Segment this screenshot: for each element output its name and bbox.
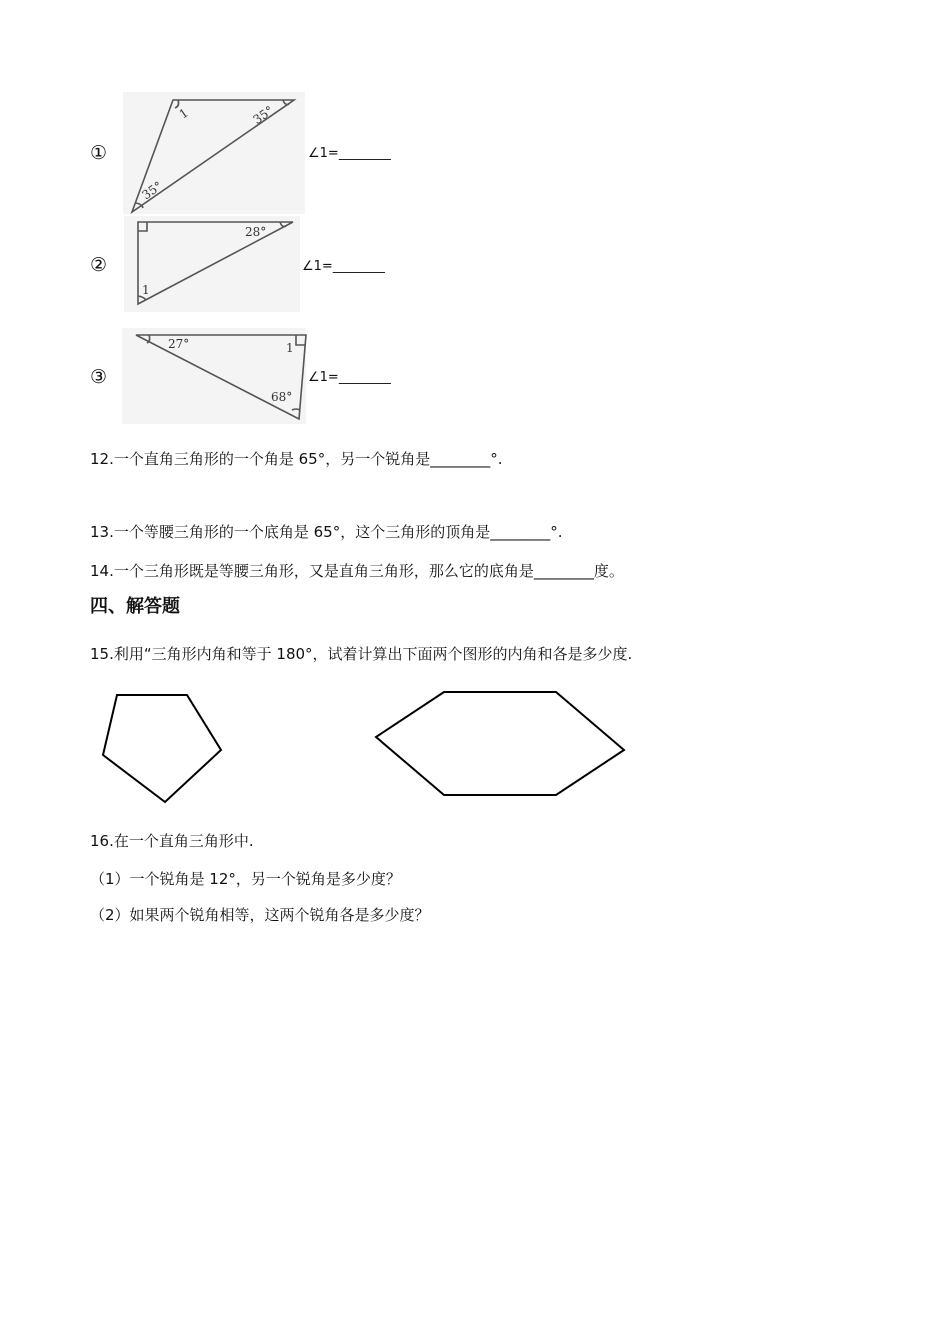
marker-3: ③ (90, 366, 108, 388)
question-13: 13.一个等腰三角形的一个底角是 65°，这个三角形的顶角是________°. (90, 523, 563, 541)
question-16-part-2: （2）如果两个锐角相等，这两个锐角各是多少度？ (90, 906, 430, 924)
pentagon-figure (103, 695, 221, 802)
triangle-1-angle-35-bottom: 35° (139, 178, 165, 203)
question-16-part-1: （1）一个锐角是 12°，另一个锐角是多少度？ (90, 870, 401, 888)
triangle-2-angle-28: 28° (245, 225, 267, 239)
hexagon-figure (376, 692, 624, 795)
triangle-2-angle-1: 1 (142, 283, 150, 297)
triangle-1-angle-35-top: 35° (250, 103, 277, 127)
triangle-3-answer: ∠1=________ (308, 370, 391, 385)
question-15: 15.利用“三角形内角和等于 180°，试着计算出下面两个图形的内角和各是多少度. (90, 645, 633, 663)
triangle-1-angle-1: 1 (176, 105, 191, 122)
triangle-3-angle-27: 27° (168, 337, 190, 351)
triangle-2-answer: ∠1=________ (302, 259, 385, 274)
question-14: 14.一个三角形既是等腰三角形，又是直角三角形，那么它的底角是________度。 (90, 562, 624, 580)
question-16: 16.在一个直角三角形中. (90, 832, 254, 850)
triangle-3-angle-68: 68° (271, 390, 293, 404)
question-12: 12.一个直角三角形的一个角是 65°，另一个锐角是________°. (90, 450, 503, 468)
triangle-1-answer: ∠1=________ (308, 146, 391, 161)
triangle-3-angle-1: 1 (286, 341, 294, 355)
marker-1: ① (90, 142, 108, 164)
marker-2: ② (90, 254, 108, 276)
section-heading-answer-questions: 四、解答题 (90, 596, 180, 617)
